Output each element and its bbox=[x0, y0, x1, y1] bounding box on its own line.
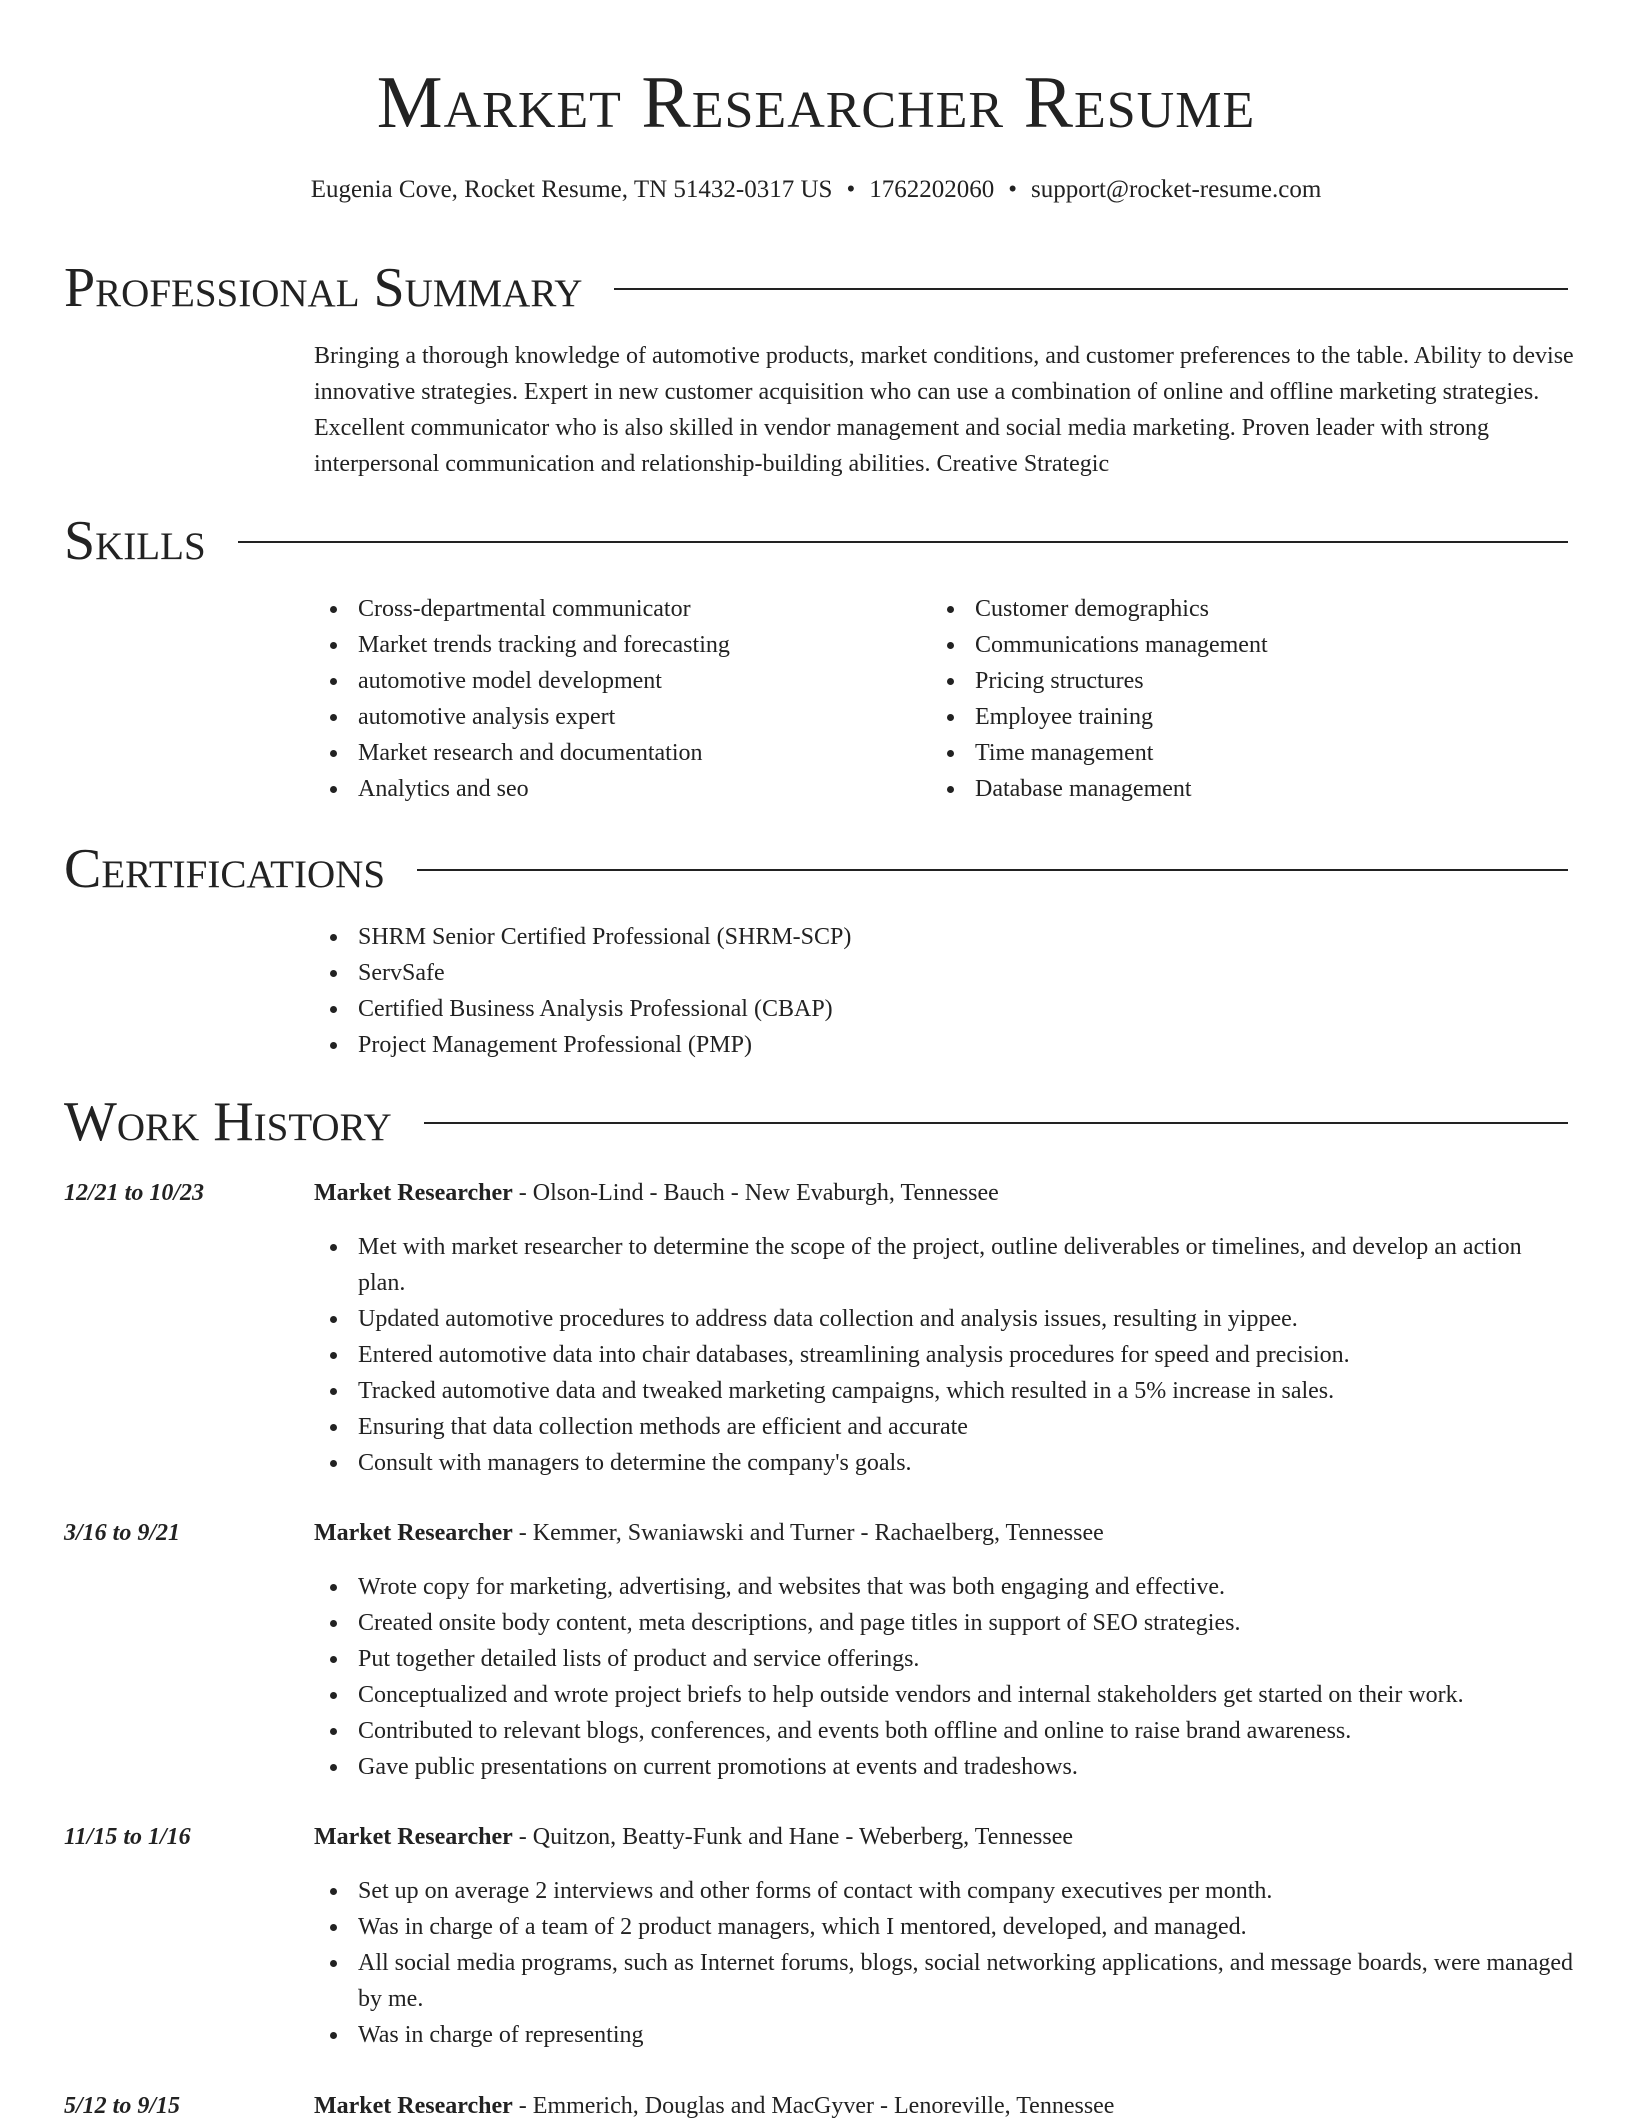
job-bullet: Entered automotive data into chair databases, streamlining analysis procedures for speed and precision. bbox=[314, 1337, 1574, 1373]
summary-section-header bbox=[64, 257, 1568, 319]
job-bullet: Was in charge of a team of 2 product managers, which I mentored, developed, and managed. bbox=[314, 1909, 1574, 1945]
skills-list-left bbox=[314, 591, 914, 807]
contact-address: Eugenia Cove, Rocket Resume, TN 51432-0317 US bbox=[310, 176, 833, 203]
job-role: Market Researcher bbox=[314, 2093, 513, 2119]
job-bullet: Met with market researcher to determine the scope of the project, outline deliverables or timelines, and develop an action plan. bbox=[314, 1229, 1574, 1301]
job-dates: 3/16 to 9/21 bbox=[64, 1520, 181, 1546]
job-details: - Quitzon, Beatty-Funk and Hane - Weberberg, Tennessee bbox=[512, 1824, 1074, 1850]
skills-section-header bbox=[64, 510, 1568, 572]
skill-item: Market trends tracking and forecasting bbox=[314, 627, 914, 663]
page-title: Market Researcher Resume bbox=[376, 62, 1256, 144]
job-role: Market Researcher bbox=[314, 1824, 513, 1850]
job-bullet: Consult with managers to determine the company's goals. bbox=[314, 1445, 1574, 1481]
contact-email: support@rocket-resume.com bbox=[1030, 176, 1322, 203]
job-bullet: Put together detailed lists of product and service offerings. bbox=[314, 1641, 1574, 1677]
job-header bbox=[314, 1819, 1574, 1855]
skill-item: Market research and documentation bbox=[314, 735, 914, 771]
job-bullet: Was in charge of representing bbox=[314, 2017, 1574, 2053]
job-bullet: Created onsite body content, meta descriptions, and page titles in support of SEO strategies. bbox=[314, 1605, 1574, 1641]
certification-item: Project Management Professional (PMP) bbox=[314, 1027, 1574, 1063]
job-role: Market Researcher bbox=[314, 1180, 513, 1206]
job-dates: 5/12 to 9/15 bbox=[64, 2093, 181, 2119]
job-dates: 12/21 to 10/23 bbox=[64, 1180, 205, 1206]
job-bullet: Updated automotive procedures to address data collection and analysis issues, resulting in yippee. bbox=[314, 1301, 1574, 1337]
job-bullets bbox=[314, 1569, 1574, 1785]
certification-item: Certified Business Analysis Professional (CBAP) bbox=[314, 991, 1574, 1027]
contact-separator: • bbox=[1008, 176, 1017, 203]
section-divider bbox=[417, 869, 1568, 871]
certification-item: SHRM Senior Certified Professional (SHRM-SCP) bbox=[314, 919, 1574, 955]
job-bullets bbox=[314, 1229, 1574, 1481]
skill-item: Analytics and seo bbox=[314, 771, 914, 807]
skill-item: Employee training bbox=[931, 699, 1531, 735]
job-details: - Olson-Lind - Bauch - New Evaburgh, Tennessee bbox=[512, 1180, 999, 1206]
job-bullets bbox=[314, 1873, 1574, 2053]
contact-separator: • bbox=[846, 176, 856, 203]
summary-text: Bringing a thorough knowledge of automotive products, market conditions, and customer preferences to the table. Ability to devise innovative strategies. Expert in new customer acquisition who can use a combination of online and offline marketing strategies. Excellent communicator who is also skilled in vendor management and social media marketing. Proven leader with strong interpersonal communication and relationship-building abilities. Creative Strategic bbox=[314, 343, 1574, 477]
job-header bbox=[314, 2088, 1574, 2124]
skill-item: Pricing structures bbox=[931, 663, 1531, 699]
skills-heading: Skills bbox=[64, 510, 206, 572]
section-divider bbox=[614, 288, 1568, 290]
skill-item: automotive analysis expert bbox=[314, 699, 914, 735]
skill-item: Database management bbox=[931, 771, 1531, 807]
job-header bbox=[314, 1175, 1574, 1211]
section-divider bbox=[238, 541, 1568, 543]
job-bullet: Contributed to relevant blogs, conferences, and events both offline and online to raise brand awareness. bbox=[314, 1713, 1574, 1749]
summary-heading: Professional Summary bbox=[64, 257, 583, 319]
job-role: Market Researcher bbox=[314, 1520, 513, 1546]
skill-item: Customer demographics bbox=[931, 591, 1531, 627]
skill-item: Time management bbox=[931, 735, 1531, 771]
certifications-list bbox=[314, 919, 1574, 1063]
work-history-heading: Work History bbox=[64, 1091, 392, 1153]
job-bullet: Tracked automotive data and tweaked marketing campaigns, which resulted in a 5% increase in sales. bbox=[314, 1373, 1574, 1409]
skills-list-right bbox=[931, 591, 1531, 807]
contact-line bbox=[0, 174, 1632, 206]
certification-item: ServSafe bbox=[314, 955, 1574, 991]
job-details: - Emmerich, Douglas and MacGyver - Lenoreville, Tennessee bbox=[512, 2093, 1115, 2119]
certifications-section-header bbox=[64, 838, 1568, 900]
job-bullet: Conceptualized and wrote project briefs to help outside vendors and internal stakeholders get started on their work. bbox=[314, 1677, 1574, 1713]
skill-item: automotive model development bbox=[314, 663, 914, 699]
skill-item: Communications management bbox=[931, 627, 1531, 663]
job-details: - Kemmer, Swaniawski and Turner - Rachaelberg, Tennessee bbox=[512, 1520, 1104, 1546]
section-divider bbox=[424, 1122, 1568, 1124]
contact-phone: 1762202060 bbox=[869, 176, 995, 203]
job-header bbox=[314, 1515, 1574, 1551]
job-dates: 11/15 to 1/16 bbox=[64, 1824, 191, 1850]
job-bullet: Ensuring that data collection methods are efficient and accurate bbox=[314, 1409, 1574, 1445]
job-bullet: Wrote copy for marketing, advertising, and websites that was both engaging and effective. bbox=[314, 1569, 1574, 1605]
job-bullet: Gave public presentations on current promotions at events and tradeshows. bbox=[314, 1749, 1574, 1785]
job-bullet: All social media programs, such as Internet forums, blogs, social networking applications, and message boards, were managed by me. bbox=[314, 1945, 1574, 2017]
skill-item: Cross-departmental communicator bbox=[314, 591, 914, 627]
job-bullet: Set up on average 2 interviews and other forms of contact with company executives per month. bbox=[314, 1873, 1574, 1909]
certifications-heading: Certifications bbox=[64, 838, 386, 900]
work-history-section-header bbox=[64, 1091, 1568, 1153]
